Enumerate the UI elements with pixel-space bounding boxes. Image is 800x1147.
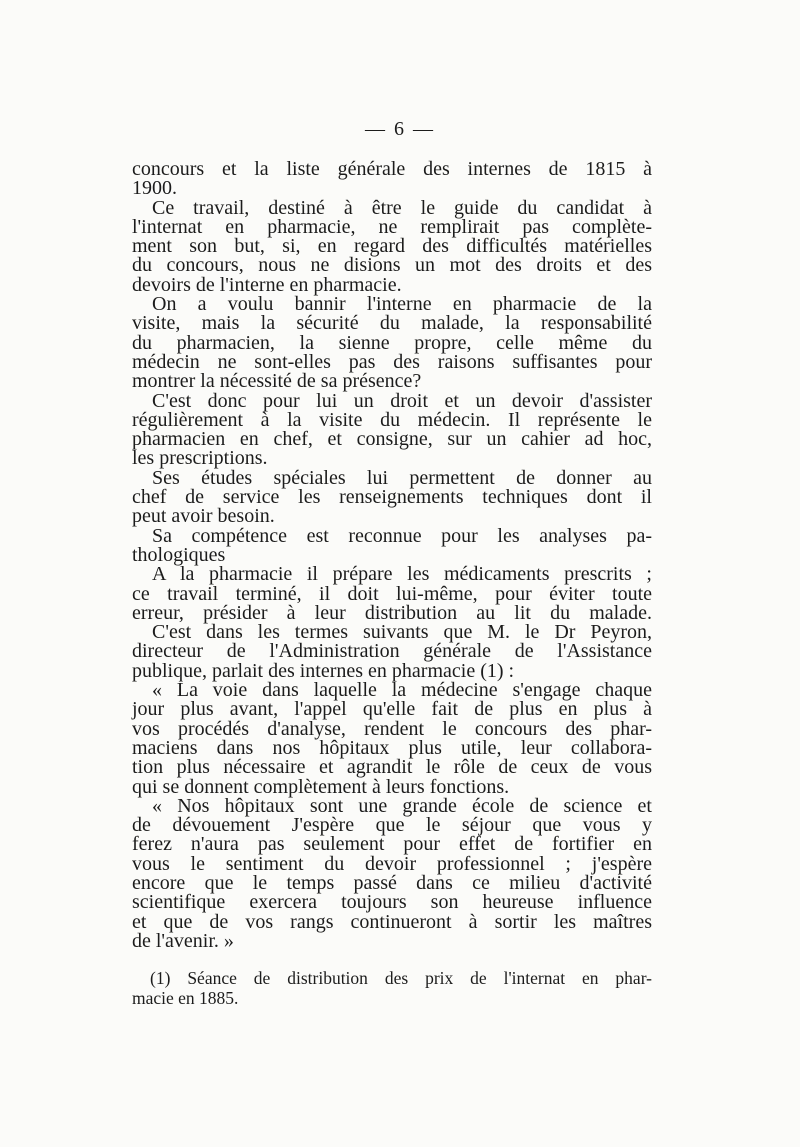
text-line: maciens dans nos hôpitaux plus utile, leur collabora- xyxy=(132,736,652,759)
text-line: vos procédés d'analyse, rendent le concours des phar- xyxy=(132,717,652,740)
text-line: C'est donc pour lui un droit et un devoir d'assister xyxy=(152,389,652,412)
footnote-line: (1) Séance de distribution des prix de l'internat en phar- xyxy=(150,968,652,988)
text-line: peut avoir besoin. xyxy=(132,505,275,528)
text-line: A la pharmacie il prépare les médicaments prescrits ; xyxy=(152,563,652,586)
text-line: Ses études spéciales lui permettent de donner au xyxy=(152,466,652,489)
text-line: scientifique exercera toujours son heureuse influence xyxy=(132,891,652,914)
text-line: publique, parlait des internes en pharmacie (1) : xyxy=(132,659,515,682)
footnote-line: macie en 1885. xyxy=(132,988,239,1008)
text-line: devoirs de l'interne en pharmacie. xyxy=(132,273,402,296)
text-line: tion plus nécessaire et agrandit le rôle de ceux de vous xyxy=(132,756,652,779)
text-line: directeur de l'Administration générale de l'Assistance xyxy=(132,640,652,663)
text-line: vous le sentiment du devoir professionnel ; j'espère xyxy=(132,852,652,875)
text-line: pharmacien en chef, et consigne, sur un cahier ad hoc, xyxy=(132,428,652,451)
text-line: régulièrement à la visite du médecin. Il représente le xyxy=(132,408,652,431)
text-line: Sa compétence est reconnue pour les analyses pa- xyxy=(152,524,652,547)
text-line: chef de service les renseignements techniques dont il xyxy=(132,486,652,509)
text-line: concours et la liste générale des internes de 1815 à xyxy=(132,158,652,180)
text-line: jour plus avant, l'appel qu'elle fait de plus en plus à xyxy=(132,698,652,721)
text-line: montrer la nécessité de sa présence? xyxy=(132,370,422,393)
text-line: de dévouement J'espère que le séjour que vous y xyxy=(132,814,652,837)
text-line: C'est dans les termes suivants que M. le Dr Peyron, xyxy=(152,621,652,644)
text-line: 1900. xyxy=(132,177,177,200)
text-line: ment son but, si, en regard des difficultés matérielles xyxy=(132,235,652,258)
text-line: visite, mais la sécurité du malade, la responsabilité xyxy=(132,312,652,335)
text-line: médecin ne sont-elles pas des raisons suffisantes pour xyxy=(132,350,652,373)
text-line: ferez n'aura pas seulement pour effet de fortifier en xyxy=(132,833,652,856)
text-line: l'internat en pharmacie, ne remplirait pas complète- xyxy=(132,215,652,238)
text-line: de l'avenir. » xyxy=(132,929,234,952)
body-text xyxy=(132,160,652,951)
text-line: Ce travail, destiné à être le guide du candidat à xyxy=(152,196,652,219)
text-line: « Nos hôpitaux sont une grande école de science et xyxy=(152,794,652,817)
text-line: du pharmacien, la sienne propre, celle même du xyxy=(132,331,652,354)
text-line: qui se donnent complètement à leurs fonctions. xyxy=(132,775,510,798)
text-line: ce travail terminé, il doit lui-même, pour éviter toute xyxy=(132,582,652,605)
text-line: les prescriptions. xyxy=(132,447,268,470)
text-line: erreur, présider à leur distribution au lit du malade. xyxy=(132,601,652,624)
text-line: et que de vos rangs continueront à sortir les maîtres xyxy=(132,910,652,933)
text-line: « La voie dans laquelle la médecine s'engage chaque xyxy=(152,679,652,702)
page-number: — 6 — xyxy=(365,118,435,140)
footnote xyxy=(132,968,652,1008)
text-line: thologiques xyxy=(132,543,226,566)
text-line: du concours, nous ne disions un mot des droits et des xyxy=(132,254,652,277)
text-line: encore que le temps passé dans ce milieu d'activité xyxy=(132,871,652,894)
text-line: On a voulu bannir l'interne en pharmacie de la xyxy=(152,293,652,316)
